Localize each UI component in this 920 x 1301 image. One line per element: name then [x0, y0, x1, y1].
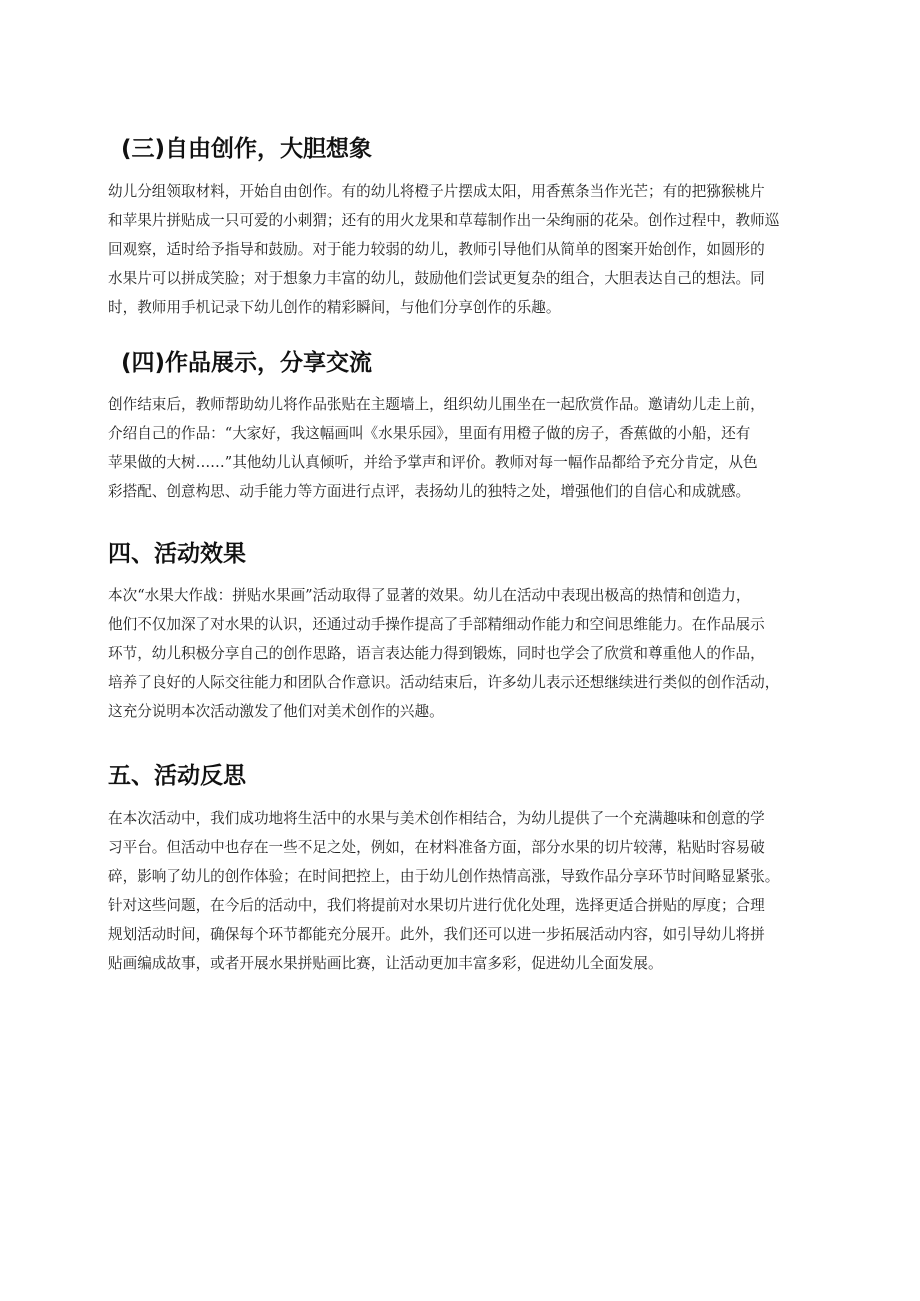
paragraph-line: 介绍自己的作品：“大家好，我这幅画叫《水果乐园》，里面有用橙子做的房子，香蕉做的小船，还有 [108, 425, 751, 442]
paragraph-line: 这充分说明本次活动激发了他们对美术创作的兴趣。 [108, 703, 444, 720]
paragraph-line: 在本次活动中，我们成功地将生活中的水果与美术创作相结合，为幼儿提供了一个充满趣味和创意的学 [108, 810, 765, 827]
paragraph-line: 习平台。但活动中也存在一些不足之处，例如，在材料准备方面，部分水果的切片较薄，粘贴时容易破 [108, 839, 765, 856]
section-heading: 五、活动反思 [108, 763, 246, 789]
paragraph-line: 贴画编成故事，或者开展水果拼贴画比赛，让活动更加丰富多彩，促进幼儿全面发展。 [108, 955, 663, 972]
section-paragraph [108, 581, 820, 726]
paragraph-line: 规划活动时间，确保每个环节都能充分展开。此外，我们还可以进一步拓展活动内容，如引导幼儿将拼 [108, 926, 765, 943]
paragraph-line: 他们不仅加深了对水果的认识，还通过动手操作提高了手部精细动作能力和空间思维能力。在作品展示 [108, 616, 765, 633]
paragraph-line: 和苹果片拼贴成一只可爱的小刺猬；还有的用火龙果和草莓制作出一朵绚丽的花朵。创作过程中，教师巡 [108, 212, 780, 229]
paragraph-line: 碎，影响了幼儿的创作体验；在时间把控上，由于幼儿创作热情高涨，导致作品分享环节时间略显紧张。 [108, 868, 780, 885]
section-activity-effect [108, 539, 820, 726]
section-heading: 四、活动效果 [108, 541, 246, 567]
paragraph-line: 本次“水果大作战：拼贴水果画”活动取得了显著的效果。幼儿在活动中表现出极高的热情和创造力， [108, 587, 751, 604]
paragraph-line: 彩搭配、创意构思、动手能力等方面进行点评，表扬幼儿的独特之处，增强他们的自信心和成就感。 [108, 483, 751, 500]
section-heading: (三)自由创作，大胆想象 [121, 136, 373, 162]
paragraph-line: 时，教师用手机记录下幼儿创作的精彩瞬间，与他们分享创作的乐趣。 [108, 299, 561, 316]
paragraph-line: 环节，幼儿积极分享自己的创作思路，语言表达能力得到锻炼，同时也学会了欣赏和尊重他人的作品， [108, 645, 765, 662]
section-free-creation [108, 134, 820, 322]
section-paragraph [108, 390, 820, 506]
paragraph-line: 水果片可以拼成笑脸；对于想象力丰富的幼儿，鼓励他们尝试更复杂的组合，大胆表达自己的想法。同 [108, 270, 765, 287]
paragraph-line: 幼儿分组领取材料，开始自由创作。有的幼儿将橙子片摆成太阳，用香蕉条当作光芒；有的把猕猴桃片 [108, 183, 765, 200]
paragraph-line: 回观察，适时给予指导和鼓励。对于能力较弱的幼儿，教师引导他们从简单的图案开始创作，如圆形的 [108, 241, 765, 258]
paragraph-line: 苹果做的大树……”其他幼儿认真倾听，并给予掌声和评价。教师对每一幅作品都给予充分肯定，从色 [108, 454, 758, 471]
section-heading: (四)作品展示，分享交流 [121, 350, 373, 376]
section-paragraph [108, 804, 820, 978]
paragraph-line: 培养了良好的人际交往能力和团队合作意识。活动结束后，许多幼儿表示还想继续进行类似的创作活动， [108, 674, 780, 691]
section-paragraph [108, 177, 820, 322]
section-work-display [108, 348, 820, 506]
section-activity-reflection [108, 761, 820, 978]
paragraph-line: 创作结束后，教师帮助幼儿将作品张贴在主题墙上，组织幼儿围坐在一起欣赏作品。邀请幼儿走上前， [108, 396, 765, 413]
paragraph-line: 针对这些问题，在今后的活动中，我们将提前对水果切片进行优化处理，选择更适合拼贴的厚度；合理 [108, 897, 765, 914]
